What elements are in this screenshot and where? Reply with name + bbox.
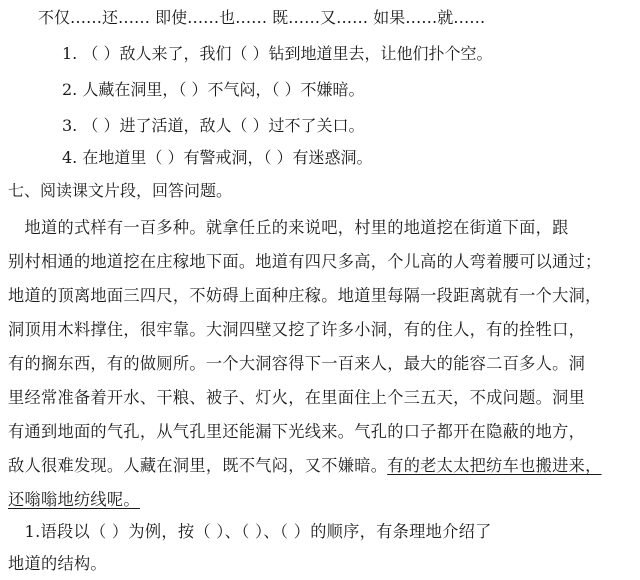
passage-line: 有通到地面的气孔，从气孔里还能漏下光线来。气孔的口子都开在隐蔽的地方， xyxy=(8,422,586,441)
passage-line: 里经常准备着开水、干粮、被子、灯火，在里面住上个三五天，不成问题。洞里 xyxy=(8,388,586,407)
passage-line: 地道的式样有一百多种。就拿任丘的来说吧，村里的地道挖在街道下面，跟 xyxy=(8,218,569,237)
passage-line: 地道的顶离地面三四尺，不妨碍上面种庄稼。地道里每隔一段距离就有一个大洞， xyxy=(8,286,602,305)
conjunction-options: 不仅……还…… 即使……也…… 既……又…… 如果……就…… xyxy=(38,8,486,27)
passage-line xyxy=(8,490,140,510)
question-2: 2. 人藏在洞里，（ ）不气闷，（ ）不嫌暗。 xyxy=(62,80,365,99)
passage-line: 洞顶用木料撑住，很牢靠。大洞四壁又挖了许多小洞，有的住人，有的拴牲口， xyxy=(8,320,586,339)
question-1: 1. （ ）敌人来了，我们（ ）钻到地道里去，让他们扑个空。 xyxy=(62,44,493,63)
passage-line: 有的搁东西，有的做厕所。一个大洞容得下一百来人，最大的能容二百多人。洞 xyxy=(8,354,586,373)
sub-question-1-continued: 地道的结构。 xyxy=(8,554,107,573)
underlined-sentence: 还嗡嗡地纺线呢。 xyxy=(8,490,140,509)
underlined-sentence: 有的老太太把纺车也搬进来， xyxy=(387,456,602,475)
passage-line xyxy=(8,456,602,476)
sub-question-1: 1.语段以（ ）为例，按（ ）、（ ）、（ ）的顺序，有条理地介绍了 xyxy=(8,522,492,541)
passage-line: 别村相通的地道挖在庄稼地下面。地道有四尺多高，个儿高的人弯着腰可以通过； xyxy=(8,252,602,271)
section-title: 七、阅读课文片段，回答问题。 xyxy=(8,181,233,200)
question-3: 3. （ ）进了活道，敌人（ ）过不了关口。 xyxy=(62,116,365,135)
question-4: 4. 在地道里（ ）有警戒洞，（ ）有迷惑洞。 xyxy=(62,148,373,167)
passage-text: 敌人很难发现。人藏在洞里，既不气闷，又不嫌暗。 xyxy=(8,456,388,475)
